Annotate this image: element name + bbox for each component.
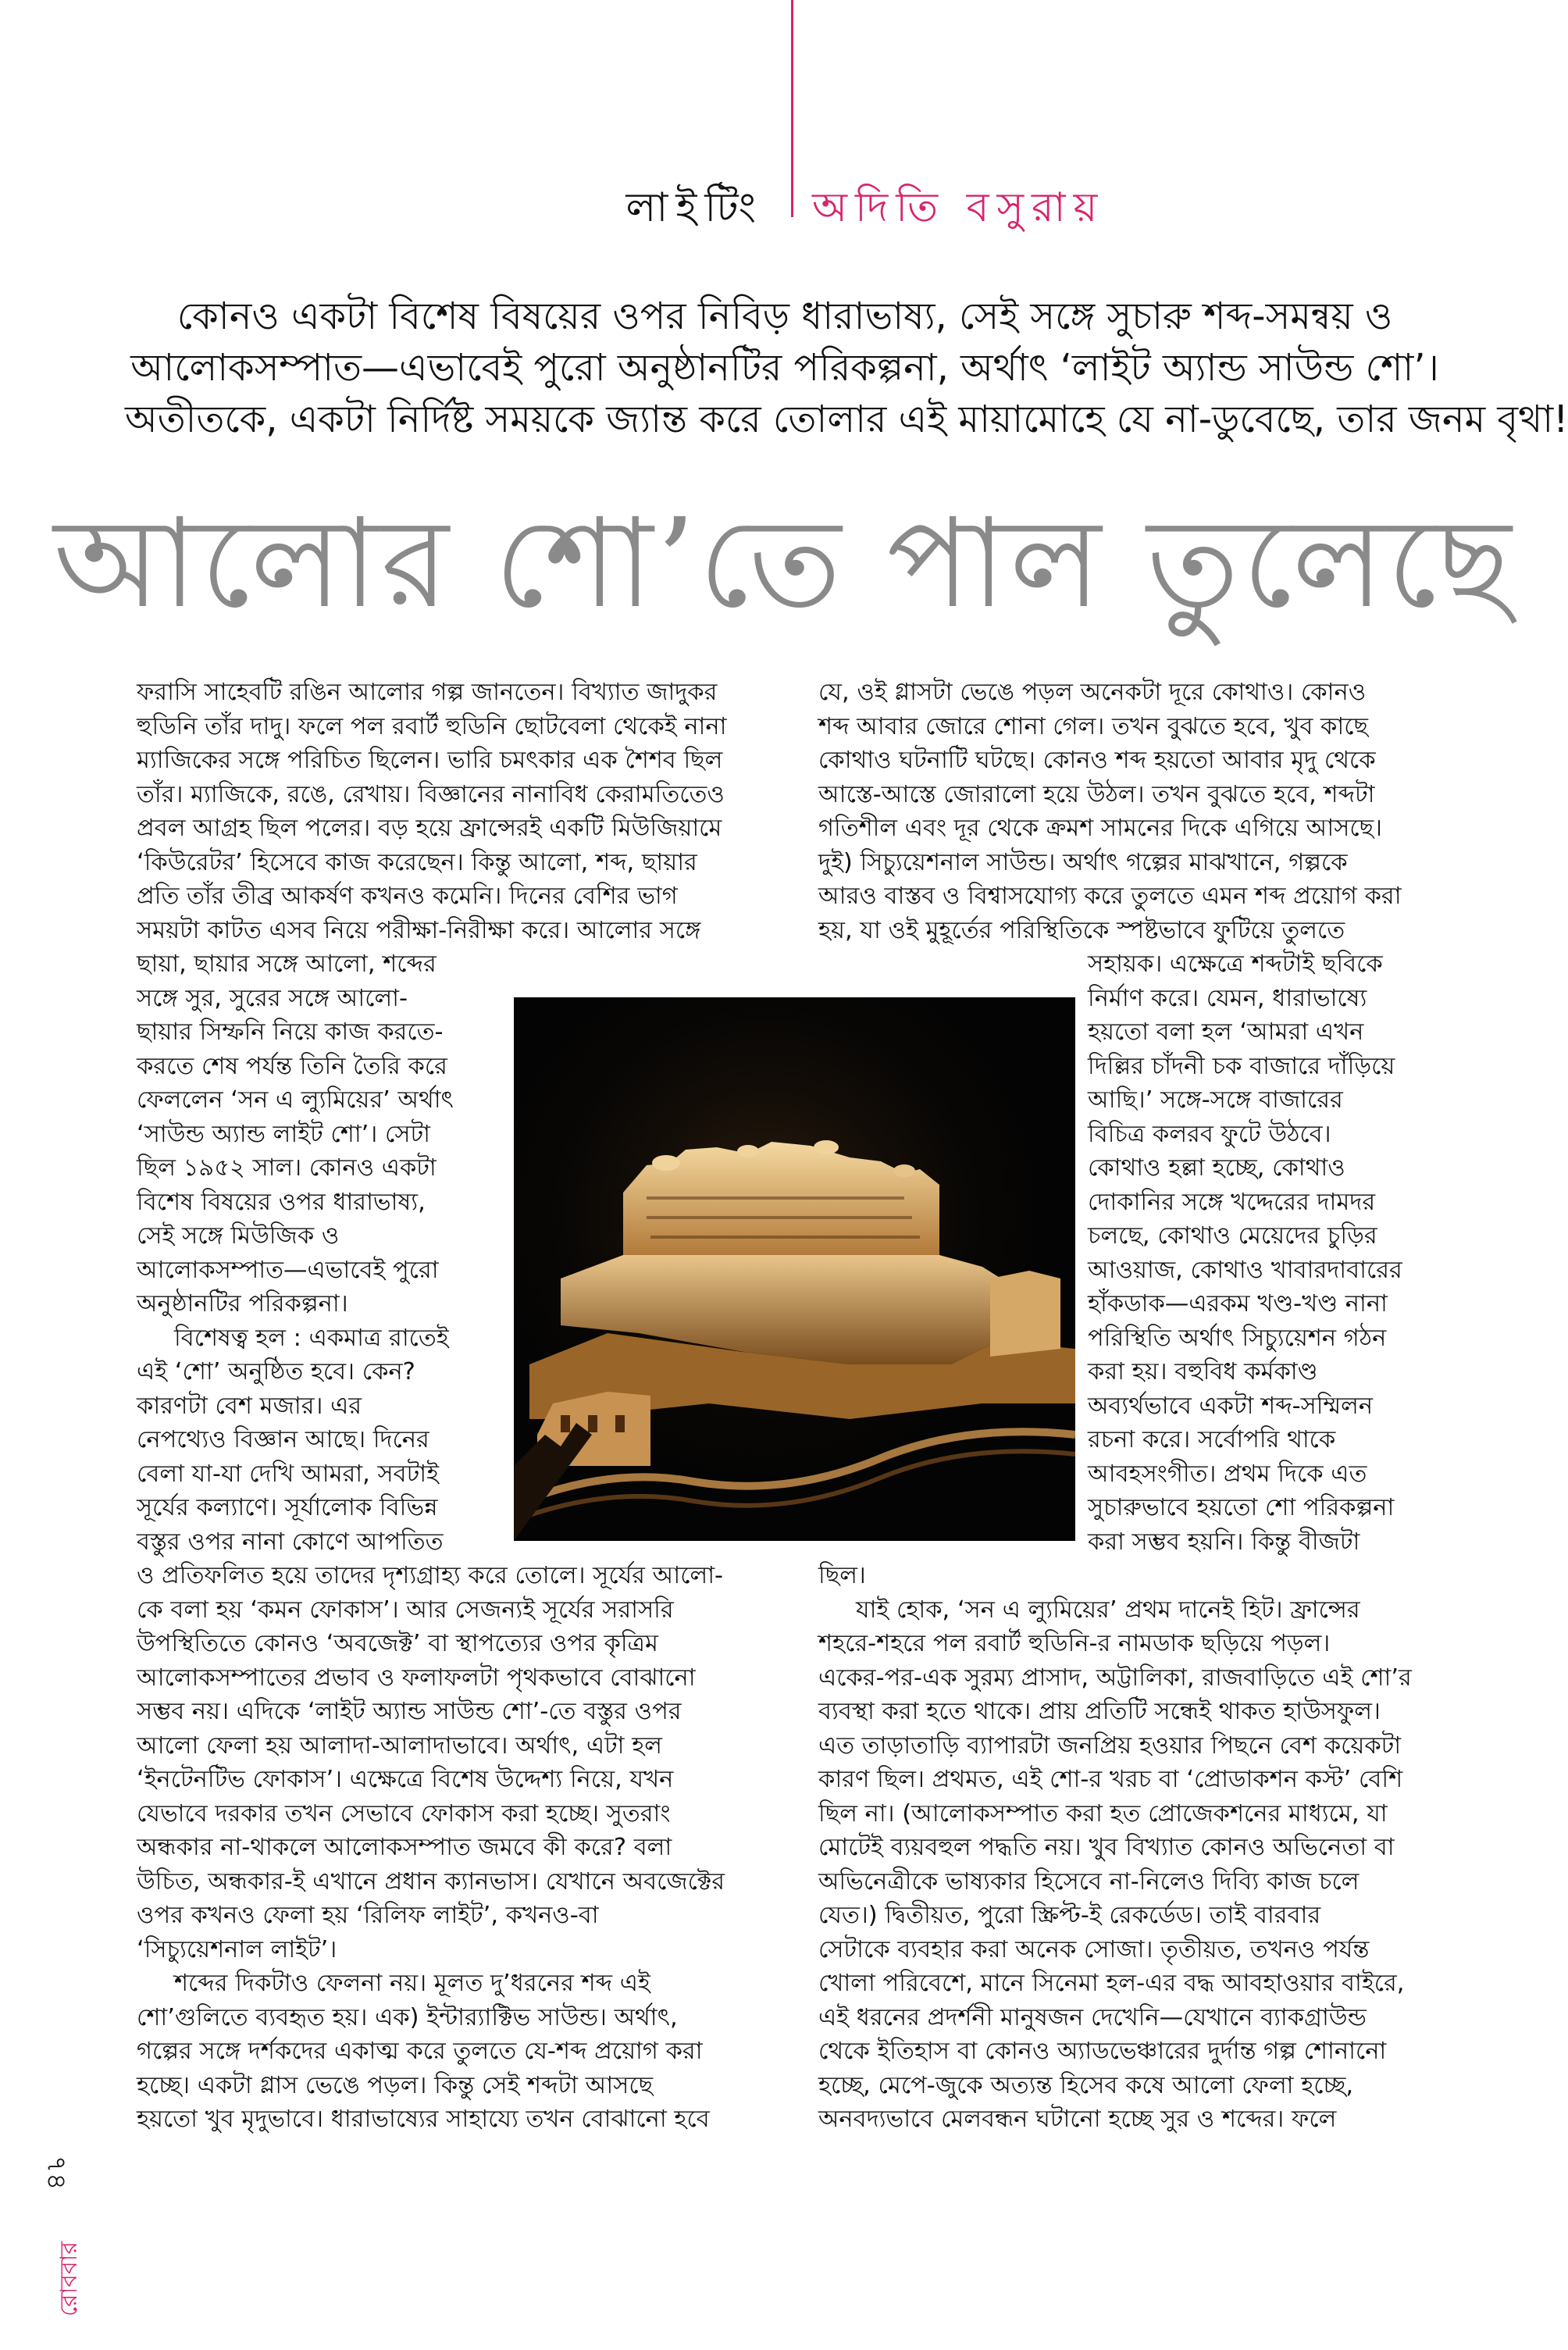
body-text-line: এই ‘শো’ অনুষ্ঠিত হবে। কেন? xyxy=(137,1358,415,1385)
body-text-line: শো’গুলিতে ব্যবহৃত হয়। এক) ইন্টার‍্যাক্টিভ সাউন্ড। অর্থাৎ, xyxy=(137,2003,678,2031)
body-text-line: একের-পর-এক সুরম্য প্রাসাদ, অট্টালিকা, রাজবাড়িতে এই শো’র xyxy=(818,1664,1412,1692)
body-text-line: শহরে-শহরে পল রবার্ট হুডিনি-র নামডাক ছড়িয়ে পড়ল। xyxy=(818,1630,1331,1657)
fort-night-illumination-photo xyxy=(514,997,1075,1541)
body-text-line: বিচিত্র কলরব ফুটে উঠবে। xyxy=(1088,1120,1331,1148)
body-text-line: তাঁর। ম্যাজিকে, রঙে, রেখায়। বিজ্ঞানের নানাবিধ কেরামতিতেও xyxy=(137,780,725,808)
intro-line: অতীতকে, একটা নির্দিষ্ট সময়কে জ্যান্ত করে তোলার এই মায়ামোহে যে না-ডুবেছে, তার জনম বৃথা! xyxy=(125,398,1568,441)
body-text-line: অব্যর্থভাবে একটা শব্দ-সম্মিলন xyxy=(1088,1392,1374,1420)
body-text-line: সম্ভব নয়। এদিকে ‘লাইট অ্যান্ড সাউন্ড শো’-তে বস্তুর ওপর xyxy=(137,1698,682,1725)
body-text-line: সেই সঙ্গে মিউজিক ও xyxy=(137,1222,340,1250)
body-text-line: অভিনেত্রীকে ভাষ্যকার হিসেবে না-নিলেও দিব্যি কাজ চলে xyxy=(818,1867,1360,1895)
body-text-line: যাই হোক, ‘সন এ ল্যুমিয়ের’ প্রথম দানেই হিট। ফ্রান্সের xyxy=(856,1596,1360,1624)
body-text-line: ছায়ার সিম্ফনি নিয়ে কাজ করতে- xyxy=(137,1018,444,1046)
body-text-line: উচিত, অন্ধকার-ই এখানে প্রধান ক্যানভাস। যেখানে অবজেক্টের xyxy=(137,1867,725,1895)
intro-line: কোনও একটা বিশেষ বিষয়ের ওপর নিবিড় ধারাভাষ্য, সেই সঙ্গে সুচারু শব্দ-সমন্বয় ও xyxy=(176,294,1393,338)
body-text-line: ওপর কখনও ফেলা হয় ‘রিলিফ লাইট’, কখনও-বা xyxy=(137,1902,599,1929)
header-divider-line xyxy=(791,0,793,217)
body-text-line: উপস্থিতিতে কোনও ‘অবজেক্ট’ বা স্থাপত্যের ওপর কৃত্রিম xyxy=(137,1630,658,1657)
body-text-line: ব্যবস্থা করা হতে থাকে। প্রায় প্রতিটি সন্ধেই থাকত হাউসফুল। xyxy=(818,1698,1381,1725)
body-text-line: ম্যাজিকের সঙ্গে পরিচিত ছিলেন। ভারি চমৎকার এক শৈশব ছিল xyxy=(137,747,723,774)
body-text-line: বিশেষ বিষয়ের ওপর ধারাভাষ্য, xyxy=(137,1188,426,1216)
body-text-line: আবহসংগীত। প্রথম দিকে এত xyxy=(1088,1460,1367,1488)
body-text-line: প্রবল আগ্রহ ছিল পলের। বড় হয়ে ফ্রান্সেরই একটি মিউজিয়ামে xyxy=(137,815,722,842)
body-text-line: যেত।) দ্বিতীয়ত, পুরো স্ক্রিপ্ট-ই রেকর্ডেড। তাই বারবার xyxy=(818,1902,1321,1929)
body-text-line: চলছে, কোথাও মেয়েদের চুড়ির xyxy=(1088,1222,1377,1250)
body-text-line: আলো ফেলা হয় আলাদা-আলাদাভাবে। অর্থাৎ, এটা হল xyxy=(137,1731,662,1760)
body-text-line: সূর্যের কল্যাণে। সূর্যালোক বিভিন্ন xyxy=(137,1494,438,1521)
body-text-line: কারণ ছিল। প্রথমত, এই শো-র খরচ বা ‘প্রোডাকশন কস্ট’ বেশি xyxy=(818,1766,1403,1793)
body-text-line: রচনা করে। সর্বোপরি থাকে xyxy=(1088,1426,1336,1453)
body-text-line: নির্মাণ করে। যেমন, ধারাভাষ্যে xyxy=(1088,984,1367,1012)
body-text-line: নেপথ্যেও বিজ্ঞান আছে। দিনের xyxy=(137,1426,429,1453)
author-name: অদিতি বসুরায় xyxy=(812,184,1106,231)
body-text-line: ‘সিচ্যুয়েশনাল লাইট’। xyxy=(137,1935,337,1963)
body-text-line: বিশেষত্ব হল : একমাত্র রাতেই xyxy=(174,1324,449,1352)
body-text-line: এই ধরনের প্রদর্শনী মানুষজন দেখেনি—যেখানে ব্যাকগ্রাউন্ড xyxy=(818,2003,1367,2031)
magazine-name: রোববার xyxy=(55,2241,83,2316)
intro-standfirst xyxy=(125,291,1568,445)
body-text-line: দুই) সিচ্যুয়েশনাল সাউন্ড। অর্থাৎ গল্পের মাঝখানে, গল্পকে xyxy=(818,848,1348,876)
body-text-line: হাঁকডাক—এরকম খণ্ড-খণ্ড নানা xyxy=(1088,1290,1388,1318)
body-text-line: খোলা পরিবেশে, মানে সিনেমা হল-এর বদ্ধ আবহাওয়ার বাইরে, xyxy=(818,1970,1405,1997)
section-label: লাইটিং xyxy=(625,184,764,231)
body-text-line: বেলা যা-যা দেখি আমরা, সবটাই xyxy=(137,1460,439,1488)
body-text-line: সহায়ক। এক্ষেত্রে শব্দটাই ছবিকে xyxy=(1088,950,1383,978)
body-text-line: শব্দ আবার জোরে শোনা গেল। তখন বুঝতে হবে, খুব কাছে xyxy=(818,712,1368,740)
body-text-line: সঙ্গে সুর, সুরের সঙ্গে আলো- xyxy=(137,984,408,1012)
body-text-line: ‘ইনটেনটিভ ফোকাস’। এক্ষেত্রে বিশেষ উদ্দেশ্য নিয়ে, যখন xyxy=(137,1766,674,1793)
body-text-line: সেটাকে ব্যবহার করা অনেক সোজা। তৃতীয়ত, তখনও পর্যন্ত xyxy=(818,1935,1370,1963)
page-number: ৭৪ xyxy=(41,2156,72,2191)
body-text-line: গতিশীল এবং দূর থেকে ক্রমশ সামনের দিকে এগিয়ে আসছে। xyxy=(818,815,1382,842)
body-text-line: যেভাবে দরকার তখন সেভাবে ফোকাস করা হচ্ছে। সুতরাং xyxy=(137,1799,671,1828)
page-footer xyxy=(41,2156,83,2327)
body-text-line: অনবদ্যভাবে মেলবন্ধন ঘটানো হচ্ছে সুর ও শব্দের। ফলে xyxy=(818,2106,1337,2133)
body-text-line: আস্তে-আস্তে জোরালো হয়ে উঠল। তখন বুঝতে হবে, শব্দটা xyxy=(818,780,1375,808)
body-text-line: কোথাও হল্লা হচ্ছে, কোথাও xyxy=(1088,1154,1345,1182)
body-text-line: করা হয়। বহুবিধ কর্মকাণ্ড xyxy=(1088,1358,1318,1385)
body-text-line: ছিল না। (আলোকসম্পাত করা হত প্রোজেকশনের মাধ্যমে, যা xyxy=(818,1799,1388,1828)
body-text-line: কারণটা বেশ মজার। এর xyxy=(137,1392,362,1420)
body-text-line: ‘সাউন্ড অ্যান্ড লাইট শো’। সেটা xyxy=(137,1120,430,1148)
body-text-line: অনুষ্ঠানটির পরিকল্পনা। xyxy=(137,1290,348,1318)
body-text-line: হয়তো বলা হল ‘আমরা এখন xyxy=(1088,1018,1364,1046)
body-text-line: সুচারুভাবে হয়তো শো পরিকল্পনা xyxy=(1088,1494,1395,1521)
body-text-line: আরও বাস্তব ও বিশ্বাসযোগ্য করে তুলতে এমন শব্দ প্রয়োগ করা xyxy=(818,883,1402,910)
body-text-line: ছিল। xyxy=(818,1562,866,1589)
body-text-line: কোথাও ঘটনাটি ঘটছে। কোনও শব্দ হয়তো আবার মৃদু থেকে xyxy=(818,747,1376,774)
body-text-line: ‘কিউরেটর’ হিসেবে কাজ করেছেন। কিন্তু আলো, শব্দ, ছায়ার xyxy=(137,848,697,876)
body-text-line: হয়তো খুব মৃদুভাবে। ধারাভাষ্যের সাহায্যে তখন বোঝানো হবে xyxy=(137,2106,710,2133)
article-headline: আলোর শো’তে পাল তুলেছে xyxy=(53,492,1515,636)
body-text-line: হুডিনি তাঁর দাদু। ফলে পল রবার্ট হুডিনি ছোটবেলা থেকেই নানা xyxy=(137,712,727,740)
body-text-line: পরিস্থিতি অর্থাৎ সিচ্যুয়েশন গঠন xyxy=(1088,1324,1387,1352)
body-text-line: ফেললেন ‘সন এ ল্যুমিয়ের’ অর্থাৎ xyxy=(137,1086,454,1114)
body-text-line: আলোকসম্পাত—এভাবেই পুরো xyxy=(137,1256,439,1284)
body-text-line: ছায়া, ছায়ার সঙ্গে আলো, শব্দের xyxy=(137,950,437,978)
body-text-line: হয়, যা ওই মুহূর্তের পরিস্থিতিকে স্পষ্টভাবে ফুটিয়ে তুলতে xyxy=(818,916,1345,944)
body-text-line: বস্তুর ওপর নানা কোণে আপতিত xyxy=(137,1528,444,1556)
body-text-line: আলোকসম্পাতের প্রভাব ও ফলাফলটা পৃথকভাবে বোঝানো xyxy=(137,1664,696,1692)
body-text-line: এত তাড়াতাড়ি ব্যাপারটা জনপ্রিয় হওয়ার পিছনে বেশ কয়েকটা xyxy=(818,1731,1402,1760)
fort-illustration xyxy=(514,997,1075,1541)
body-text-line: ও প্রতিফলিত হয়ে তাদের দৃশ্যগ্রাহ্য করে তোলে। সূর্যের আলো- xyxy=(137,1562,724,1589)
body-text-line: যে, ওই গ্লাসটা ভেঙে পড়ল অনেকটা দূরে কোথাও। কোনও xyxy=(818,679,1367,706)
body-text-line: হচ্ছে, মেপে-জুকে অত্যন্ত হিসেব কষে আলো ফেলা হচ্ছে, xyxy=(818,2071,1354,2099)
body-text-line: কে বলা হয় ‘কমন ফোকাস’। আর সেজন্যই সূর্যের সরাসরি xyxy=(137,1596,674,1624)
body-text-line: ছিল ১৯৫২ সাল। কোনও একটা xyxy=(137,1154,437,1182)
body-text-line: সময়টা কাটত এসব নিয়ে পরীক্ষা-নিরীক্ষা করে। আলোর সঙ্গে xyxy=(137,916,701,944)
body-text-line: দিল্লির চাঁদনী চক বাজারে দাঁড়িয়ে xyxy=(1088,1052,1395,1080)
body-text-line: ফরাসি সাহেবটি রঙিন আলোর গল্প জানতেন। বিখ্যাত জাদুকর xyxy=(137,679,718,706)
body-text-line: করতে শেষ পর্যন্ত তিনি তৈরি করে xyxy=(137,1052,447,1080)
body-text-line: শব্দের দিকটাও ফেলনা নয়। মূলত দু’ধরনের শব্দ এই xyxy=(174,1970,650,1997)
body-text-line: হচ্ছে। একটা গ্লাস ভেঙে পড়ল। কিন্তু সেই শব্দটা আসছে xyxy=(137,2071,654,2099)
body-text-line: মোটেই ব্যয়বহুল পদ্ধতি নয়। খুব বিখ্যাত কোনও অভিনেতা বা xyxy=(818,1834,1395,1861)
body-text-line: আছি।’ সঙ্গে-সঙ্গে বাজারের xyxy=(1088,1086,1343,1114)
body-text-line: গল্পের সঙ্গে দর্শকদের একাত্ম করে তুলতে যে-শব্দ প্রয়োগ করা xyxy=(137,2038,703,2065)
body-text-line: প্রতি তাঁর তীব্র আকর্ষণ কখনও কমেনি। দিনের বেশির ভাগ xyxy=(137,883,678,910)
body-text-line: করা সম্ভব হয়নি। কিন্তু বীজটা xyxy=(1088,1528,1360,1556)
body-text-line: অন্ধকার না-থাকলে আলোকসম্পাত জমবে কী করে? বলা xyxy=(137,1834,672,1861)
body-text-line: থেকে ইতিহাস বা কোনও অ্যাডভেঞ্চারের দুর্দান্ত গল্প শোনানো xyxy=(818,2038,1387,2065)
body-text-line: আওয়াজ, কোথাও খাবারদাবারের xyxy=(1088,1256,1402,1284)
intro-line: আলোকসম্পাত—এভাবেই পুরো অনুষ্ঠানটির পরিকল্পনা, অর্থাৎ ‘লাইট অ্যান্ড সাউন্ড শো’। xyxy=(130,346,1439,390)
body-text-line: দোকানির সঙ্গে খদ্দেরের দামদর xyxy=(1088,1188,1376,1216)
